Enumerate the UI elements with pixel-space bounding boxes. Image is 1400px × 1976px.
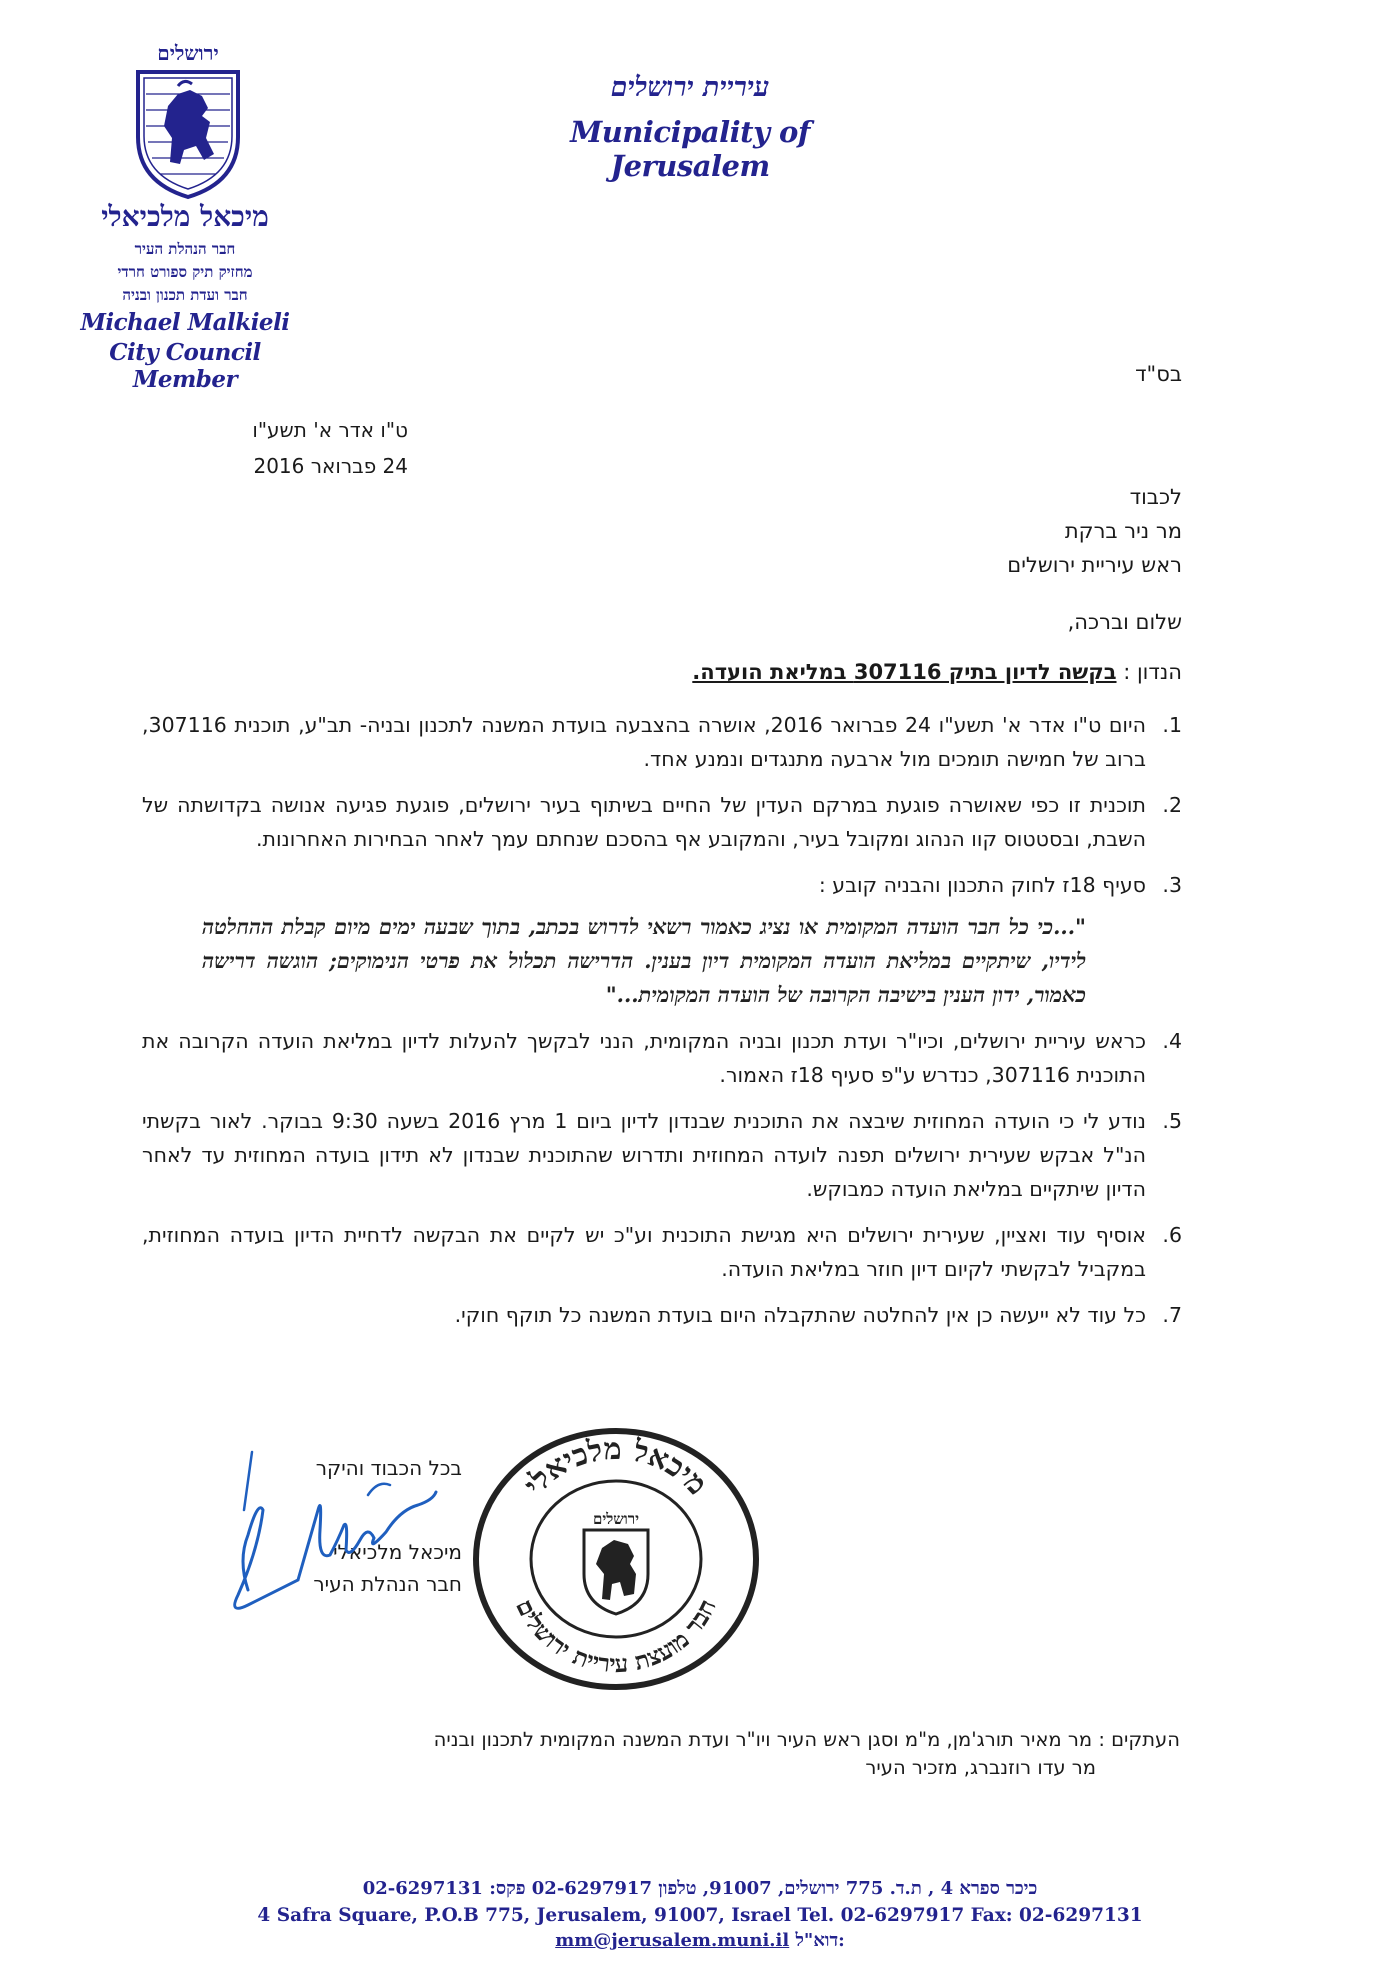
item-number: 1. bbox=[1162, 713, 1182, 737]
sender-role-2: מחזיק תיק ספורט חרדי bbox=[117, 263, 253, 281]
date-hebrew: ט"ו אדר א' תשע"ו bbox=[252, 418, 408, 442]
recipient-line-2: מר ניר ברקת bbox=[1064, 519, 1182, 543]
closing-line-3: חבר הנהלת העיר bbox=[313, 1572, 462, 1596]
sender-role-1: חבר הנהלת העיר bbox=[134, 240, 236, 258]
list-item bbox=[142, 788, 1182, 856]
item-text: תוכנית זו כפי שאושרה פוגעת במרקם העדין של החיים בשיתוף בעיר ירושלים, פוגעת פגיעה אנושה בקדושתה של השבת, ובסטטוס קוו הנהוג ומקובל בעיר, והמקובע אף בהסכם שנחתם עמך לאחר הבחירות האחרונות. bbox=[142, 793, 1146, 851]
item-number: 7. bbox=[1162, 1303, 1182, 1327]
handwritten-signature bbox=[218, 1440, 458, 1640]
subject-line bbox=[692, 660, 1182, 684]
item-number: 5. bbox=[1162, 1109, 1182, 1133]
sender-block bbox=[60, 200, 310, 396]
subject-text: בקשה לדיון בתיק 307116 במליאת הועדה. bbox=[692, 660, 1117, 684]
sender-title-english: City Council Member bbox=[109, 339, 261, 393]
item-text: כראש עיריית ירושלים, וכיו"ר ועדת תכנון ובניה המקומית, הנני לבקשך להעלות לדיון במליאת הועדה הקרובה את התוכנית 307116, כנדרש ע"פ סעיף 18ז האמור. bbox=[142, 1029, 1146, 1087]
numbered-items bbox=[142, 708, 1182, 1344]
item-text: כל עוד לא ייעשה כן אין להחלטה שהתקבלה היום בועדת המשנה כל תוקף חוקי. bbox=[454, 1303, 1146, 1327]
footer-email[interactable]: mm@jerusalem.muni.il bbox=[555, 1930, 790, 1951]
item-text: נודע לי כי הועדה המחוזית שיבצה את התוכנית שבנדון לדיון ביום 1 מרץ 2016 בשעה 9:30 בבוקר. לאור בקשתי הנ"ל אבקש שעירית ירושלים תפנה לועדה המחוזית ותדרוש שהתוכנית שבנדון לא תידון בועדה המחוזית עד לאחר הדיון שיתקיים במליאת הועדה כמבוקש. bbox=[142, 1109, 1146, 1201]
list-item bbox=[142, 1104, 1182, 1206]
jerusalem-emblem-icon bbox=[118, 42, 258, 200]
stamp-center-text: ירושלים bbox=[592, 1510, 640, 1528]
sender-name-hebrew: מיכאל מלכיאלי bbox=[101, 200, 269, 233]
stamp-top-arc: מיכאל מלכיאלי bbox=[517, 1431, 715, 1503]
stamp-bottom-arc: חבר מועצת עיריית ירושלים bbox=[510, 1594, 722, 1679]
item-number: 2. bbox=[1162, 793, 1182, 817]
sender-role-3: חבר ועדת תכנון ובניה bbox=[122, 286, 248, 304]
letter-date bbox=[180, 412, 408, 484]
item-number: 4. bbox=[1162, 1029, 1182, 1053]
law-quote: "...כי כל חבר הועדה המקומית או נציג כאמור רשאי לדרוש בכתב, בתוך שבעה ימים מיום קבלת ההחלטה לידיו, שיתקיים במליאת הועדה המקומית דיון בענין. הדרישה תכלול את פרטי הנימוקים; הוגשה דרישה כאמור, ידון הענין בישיבה הקרובה של הועדה המקומית..." bbox=[202, 914, 1086, 1007]
closing-line-1: בכל הכבוד והיקר bbox=[315, 1456, 462, 1480]
copies-line-2: מר עדו רוזנברג, מזכיר העיר bbox=[865, 1756, 1096, 1779]
footer-english-address: 4 Safra Square, P.O.B 775, Jerusalem, 91007, Israel Tel. 02-6297917 Fax: 02-6297131 bbox=[257, 1905, 1143, 1926]
official-stamp bbox=[466, 1424, 766, 1694]
recipient-line-3: ראש עיריית ירושלים bbox=[1007, 553, 1182, 577]
municipality-name-english: Municipality of Jerusalem bbox=[570, 115, 810, 183]
list-item bbox=[142, 708, 1182, 776]
date-gregorian: 24 פברואר 2016 bbox=[253, 454, 408, 478]
item-text: אוסיף עוד ואציין, שעירית ירושלים היא מגישת התוכנית וע"כ יש לקיים את הבקשה לדחיית הדיון בועדה המחוזית, במקביל לבקשתי לקיום דיון חוזר במליאת הועדה. bbox=[142, 1223, 1146, 1281]
copies-label: העתקים : bbox=[1098, 1728, 1180, 1751]
footer-hebrew-address: כיכר ספרא 4 , ת.ד. 775 ירושלים, 91007, טלפון 02-6297917 פקס: 02-6297131 bbox=[362, 1878, 1038, 1899]
footer-email-label: דוא"ל: bbox=[795, 1930, 845, 1951]
footer bbox=[150, 1878, 1250, 1951]
sender-name-english: Michael Malkieli bbox=[80, 309, 290, 336]
greeting: שלום וברכה, bbox=[1067, 610, 1182, 634]
closing-line-2: מיכאל מלכיאלי bbox=[333, 1540, 462, 1564]
item-text: סעיף 18ז לחוק התכנון והבניה קובע : bbox=[818, 873, 1146, 897]
footer-email-line bbox=[150, 1930, 1250, 1951]
item-number: 3. bbox=[1162, 873, 1182, 897]
list-item bbox=[142, 868, 1182, 1012]
emblem-text: ירושלים bbox=[157, 42, 219, 65]
recipient-line-1: לכבוד bbox=[1129, 485, 1182, 509]
copies-block bbox=[220, 1726, 1180, 1782]
list-item bbox=[142, 1218, 1182, 1286]
svg-text:מיכאל מלכיאלי bbox=[517, 1432, 714, 1502]
bsd-mark: בס"ד bbox=[1135, 362, 1182, 386]
municipality-name-hebrew: עיריית ירושלים bbox=[610, 72, 770, 103]
list-item bbox=[142, 1024, 1182, 1092]
subject-label: הנדון : bbox=[1123, 660, 1182, 684]
list-item bbox=[142, 1298, 1182, 1332]
item-number: 6. bbox=[1162, 1223, 1182, 1247]
item-text: היום ט"ו אדר א' תשע"ו 24 פברואר 2016, אושרה בהצבעה בועדת המשנה לתכנון ובניה- תב"ע, תוכנית 307116, ברוב של חמישה תומכים מול ארבעה מתנגדים ונמנע אחד. bbox=[142, 713, 1146, 771]
copies-line-1: מר מאיר תורג'מן, מ"מ וסגן ראש העיר ויו"ר ועדת המשנה המקומית לתכנון ובניה bbox=[433, 1728, 1093, 1751]
recipient-block bbox=[1007, 480, 1182, 582]
